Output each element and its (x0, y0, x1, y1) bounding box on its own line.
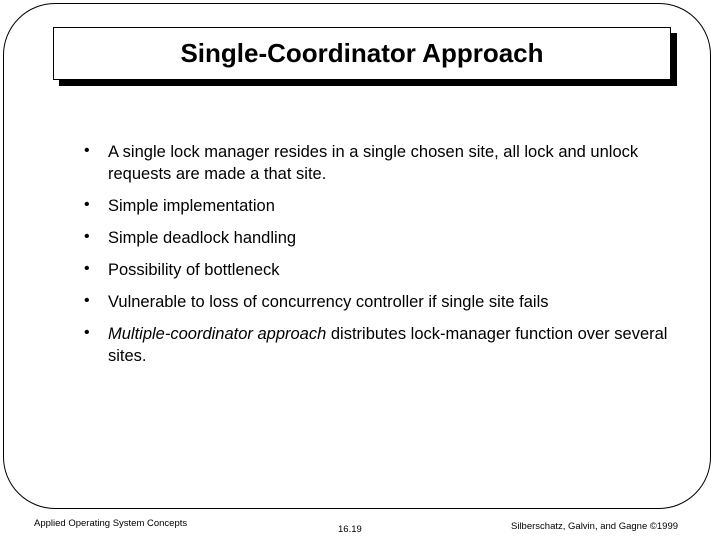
bullet-text: Simple deadlock handling (108, 229, 297, 247)
slide-title: Single-Coordinator Approach (180, 38, 544, 68)
title-box (53, 27, 671, 80)
footer-page-number: 16.19 (338, 524, 362, 535)
bullet-text: Simple implementation (108, 197, 275, 215)
footer-copyright: Silberschatz, Galvin, and Gagne ©1999 (511, 521, 679, 532)
bullet-icon: • (84, 260, 90, 277)
bullet-icon: • (84, 142, 90, 159)
bullet-icon: • (84, 292, 90, 309)
bullet-item-3 (84, 227, 674, 249)
bullet-item-1 (84, 141, 674, 185)
bullet-text: Vulnerable to loss of concurrency controller if single site fails (108, 293, 549, 311)
footer-book-title: Applied Operating System Concepts (34, 518, 188, 529)
bullet-item-5 (84, 291, 674, 313)
bullet-text: Possibility of bottleneck (108, 261, 280, 279)
bullet-icon: • (84, 196, 90, 213)
bullet-text: distributes lock-manager function over several sites. (108, 325, 668, 365)
bullet-list (84, 141, 674, 377)
bullet-icon: • (84, 228, 90, 245)
bullet-icon: • (84, 324, 90, 341)
bullet-emphasis: Multiple-coordinator approach (108, 325, 327, 343)
bullet-item-6 (84, 323, 674, 367)
bullet-item-2 (84, 195, 674, 217)
bullet-item-4 (84, 259, 674, 281)
bullet-text: A single lock manager resides in a single chosen site, all lock and unlock requests are made a that site. (108, 143, 639, 183)
